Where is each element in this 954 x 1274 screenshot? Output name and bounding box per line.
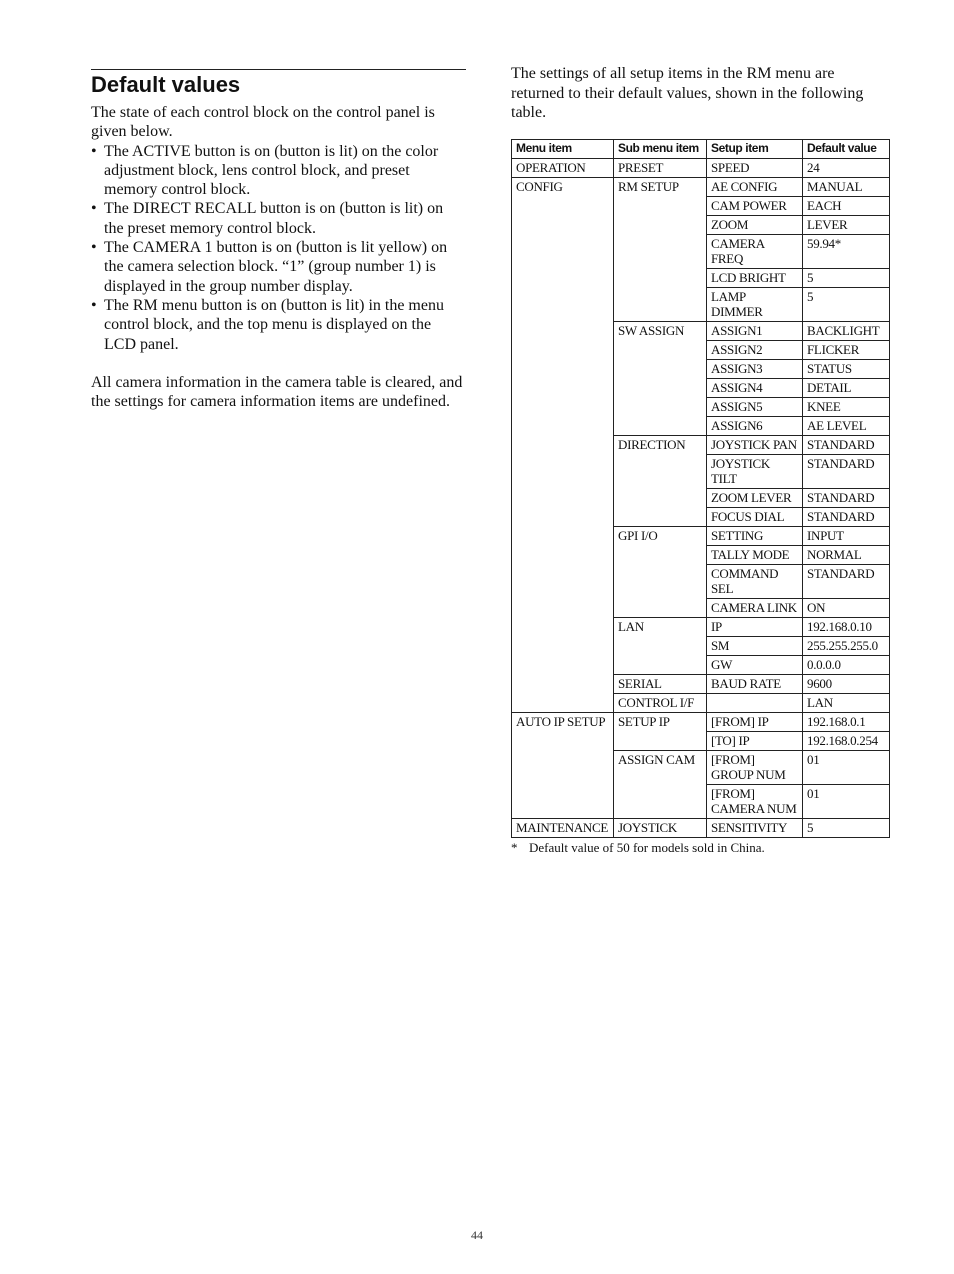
sub-menu-item-cell: PRESET (614, 159, 707, 178)
menu-item-cell: AUTO IP SETUP (512, 713, 614, 819)
sub-menu-item-cell: GPI I/O (614, 527, 707, 618)
setup-item-cell: SM (707, 637, 803, 656)
bullet-mark: • (91, 239, 97, 257)
setup-item-cell: SPEED (707, 159, 803, 178)
default-value-cell: 5 (803, 269, 890, 288)
setup-item-cell: CAMERA FREQ (707, 235, 803, 269)
setup-item-cell: COMMAND SEL (707, 565, 803, 599)
bullet-text: The DIRECT RECALL button is on (button is lit) on the preset memory control block. (104, 200, 444, 237)
bullet-item (91, 199, 466, 238)
default-value-cell: 01 (803, 785, 890, 819)
bullet-list (91, 142, 466, 354)
closing-paragraph: All camera information in the camera table is cleared, and the settings for camera information items are undefined. (91, 373, 463, 411)
default-value-cell: STANDARD (803, 455, 890, 489)
setup-item-cell (707, 694, 803, 713)
bullet-mark: • (91, 296, 97, 314)
default-value-cell: EACH (803, 197, 890, 216)
setup-item-cell: TALLY MODE (707, 546, 803, 565)
default-value-cell: LAN (803, 694, 890, 713)
default-value-cell: STATUS (803, 360, 890, 379)
heading-rule (91, 69, 466, 70)
setup-item-cell: SENSITIVITY (707, 819, 803, 838)
default-value-cell: NORMAL (803, 546, 890, 565)
setup-item-cell: BAUD RATE (707, 675, 803, 694)
table-row (512, 713, 890, 732)
setup-item-cell: CAM POWER (707, 197, 803, 216)
setup-item-cell: ASSIGN3 (707, 360, 803, 379)
bullet-text: The ACTIVE button is on (button is lit) on the color adjustment block, lens control block, and preset memory control block. (104, 142, 439, 199)
default-value-cell: AE LEVEL (803, 417, 890, 436)
bullet-text: The RM menu button is on (button is lit) in the menu control block, and the top menu is displayed on the LCD panel. (104, 296, 444, 353)
sub-menu-item-cell: CONTROL I/F (614, 694, 707, 713)
setup-item-cell: [TO] IP (707, 732, 803, 751)
table-row (512, 819, 890, 838)
sub-menu-item-cell: RM SETUP (614, 178, 707, 322)
setup-item-cell: FOCUS DIAL (707, 508, 803, 527)
setup-item-cell: ASSIGN1 (707, 322, 803, 341)
setup-item-cell: JOYSTICK PAN (707, 436, 803, 455)
default-value-cell: 192.168.0.1 (803, 713, 890, 732)
bullet-text: The CAMERA 1 button is on (button is lit yellow) on the camera selection block. “1” (group number 1) is displayed in the group number display. (104, 239, 448, 295)
default-value-cell: DETAIL (803, 379, 890, 398)
sub-menu-item-cell: DIRECTION (614, 436, 707, 527)
bullet-item (91, 238, 466, 296)
right-column (511, 64, 889, 123)
left-column (91, 69, 466, 411)
default-value-cell: 24 (803, 159, 890, 178)
setup-item-cell: ASSIGN5 (707, 398, 803, 417)
column-header-default-value: Default value (803, 140, 890, 159)
default-value-cell: KNEE (803, 398, 890, 417)
bullet-item (91, 142, 466, 200)
setup-item-cell: [FROM] IP (707, 713, 803, 732)
default-value-cell: BACKLIGHT (803, 322, 890, 341)
setup-item-cell: ASSIGN4 (707, 379, 803, 398)
default-value-cell: 9600 (803, 675, 890, 694)
menu-item-cell: CONFIG (512, 178, 614, 713)
intro-paragraph: The state of each control block on the control panel is given below. (91, 104, 435, 141)
setup-item-cell: SETTING (707, 527, 803, 546)
default-value-cell: STANDARD (803, 436, 890, 455)
default-values-table (511, 139, 890, 838)
default-value-cell: 01 (803, 751, 890, 785)
sub-menu-item-cell: SERIAL (614, 675, 707, 694)
setup-item-cell: [FROM] CAMERA NUM (707, 785, 803, 819)
default-value-cell: MANUAL (803, 178, 890, 197)
setup-item-cell: GW (707, 656, 803, 675)
section-heading: Default values (91, 72, 241, 97)
sub-menu-item-cell: LAN (614, 618, 707, 675)
sub-menu-item-cell: SETUP IP (614, 713, 707, 751)
default-value-cell: 192.168.0.254 (803, 732, 890, 751)
menu-item-cell: MAINTENANCE (512, 819, 614, 838)
footnote-mark: * (511, 840, 518, 855)
table-row (512, 159, 890, 178)
default-value-cell: 59.94* (803, 235, 890, 269)
table-row (512, 178, 890, 197)
setup-item-cell: IP (707, 618, 803, 637)
default-value-cell: 5 (803, 819, 890, 838)
default-value-cell: 192.168.0.10 (803, 618, 890, 637)
setup-item-cell: ZOOM LEVER (707, 489, 803, 508)
table-header-row (512, 140, 890, 159)
footnote (511, 840, 889, 856)
table-intro: The settings of all setup items in the RM menu are returned to their default values, shown in the following table. (511, 65, 864, 121)
setup-item-cell: LCD BRIGHT (707, 269, 803, 288)
setup-item-cell: CAMERA LINK (707, 599, 803, 618)
sub-menu-item-cell: JOYSTICK (614, 819, 707, 838)
default-value-cell: STANDARD (803, 489, 890, 508)
footnote-text: Default value of 50 for models sold in China. (529, 840, 765, 855)
setup-item-cell: AE CONFIG (707, 178, 803, 197)
column-header-menu-item: Menu item (512, 140, 614, 159)
default-value-cell: STANDARD (803, 565, 890, 599)
menu-item-cell: OPERATION (512, 159, 614, 178)
table-body (512, 159, 890, 838)
bullet-mark: • (91, 142, 97, 160)
setup-item-cell: LAMP DIMMER (707, 288, 803, 322)
default-value-cell: STANDARD (803, 508, 890, 527)
column-header-sub-menu-item: Sub menu item (614, 140, 707, 159)
setup-item-cell: ASSIGN6 (707, 417, 803, 436)
setup-item-cell: ZOOM (707, 216, 803, 235)
sub-menu-item-cell: SW ASSIGN (614, 322, 707, 436)
default-value-cell: 255.255.255.0 (803, 637, 890, 656)
default-value-cell: 0.0.0.0 (803, 656, 890, 675)
setup-item-cell: JOYSTICK TILT (707, 455, 803, 489)
default-value-cell: 5 (803, 288, 890, 322)
default-value-cell: INPUT (803, 527, 890, 546)
sub-menu-item-cell: ASSIGN CAM (614, 751, 707, 819)
setup-item-cell: [FROM] GROUP NUM (707, 751, 803, 785)
default-value-cell: ON (803, 599, 890, 618)
setup-item-cell: ASSIGN2 (707, 341, 803, 360)
bullet-mark: • (91, 200, 97, 218)
default-value-cell: FLICKER (803, 341, 890, 360)
bullet-item (91, 296, 466, 354)
page-number: 44 (471, 1228, 483, 1242)
column-header-setup-item: Setup item (707, 140, 803, 159)
default-value-cell: LEVER (803, 216, 890, 235)
